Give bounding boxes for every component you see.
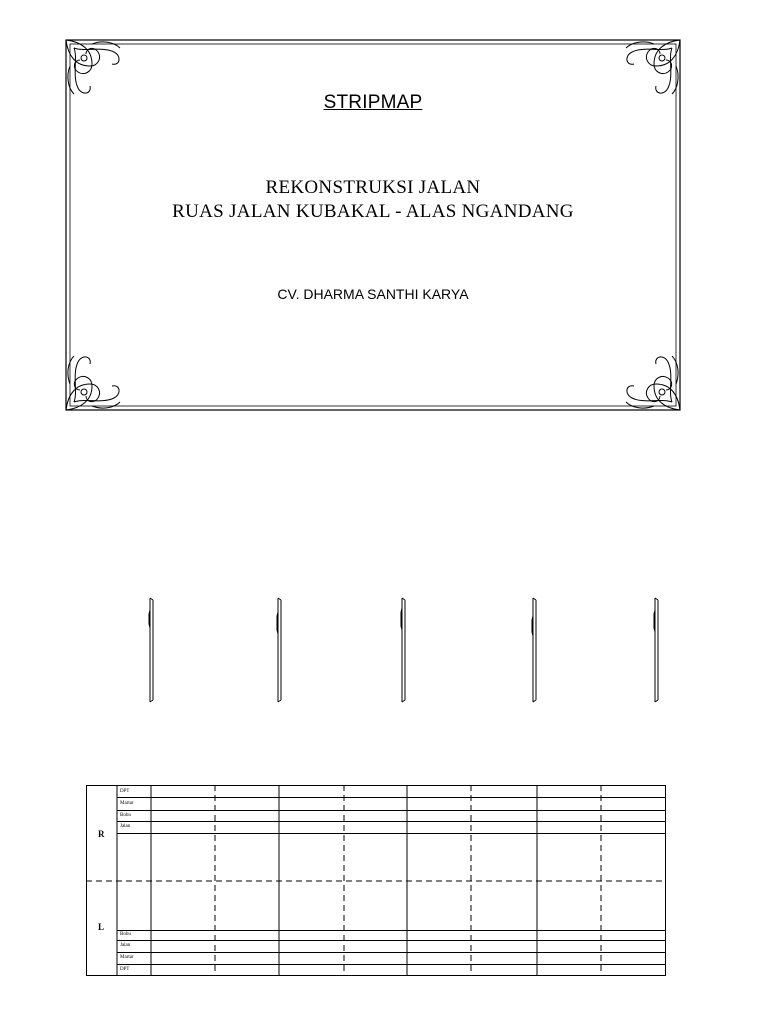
left-side-label: L <box>98 922 105 932</box>
right-side-label: R <box>98 829 105 839</box>
row-label-r-jalan: Jalan <box>120 824 131 829</box>
project-name-line-2: RUAS JALAN KUBAKAL - ALAS NGANDANG <box>172 201 574 222</box>
row-label-l-martar: Martar <box>120 955 134 960</box>
road-strip-5 <box>654 598 658 702</box>
row-label-r-martar: Martar <box>120 801 134 806</box>
row-label-l-dpt: DPT <box>120 967 130 972</box>
strip-table <box>86 785 666 977</box>
road-strip-3 <box>401 598 405 702</box>
corner-ornament-bottom-left <box>66 356 120 410</box>
document-title: STRIPMAP <box>323 92 423 113</box>
road-strip-2 <box>277 598 281 702</box>
corner-ornament-top-left <box>66 40 120 94</box>
row-label-l-bobu: Bobu <box>120 932 131 937</box>
row-label-l-jalan: Jalan <box>120 943 131 948</box>
row-label-r-dpt: DPT <box>120 789 130 794</box>
strip-table-grid <box>86 785 666 977</box>
cover-frame <box>62 36 684 414</box>
project-name-line-1: REKONSTRUKSI JALAN <box>265 177 481 198</box>
corner-ornament-bottom-right <box>626 356 680 410</box>
contractor-name: CV. DHARMA SANTHI KARYA <box>277 286 469 302</box>
road-strip-1 <box>149 598 153 702</box>
road-strip-4 <box>532 598 536 702</box>
road-strip-diagram <box>0 590 768 710</box>
corner-ornament-top-right <box>626 40 680 94</box>
row-label-r-bobu: Bobu <box>120 813 131 818</box>
